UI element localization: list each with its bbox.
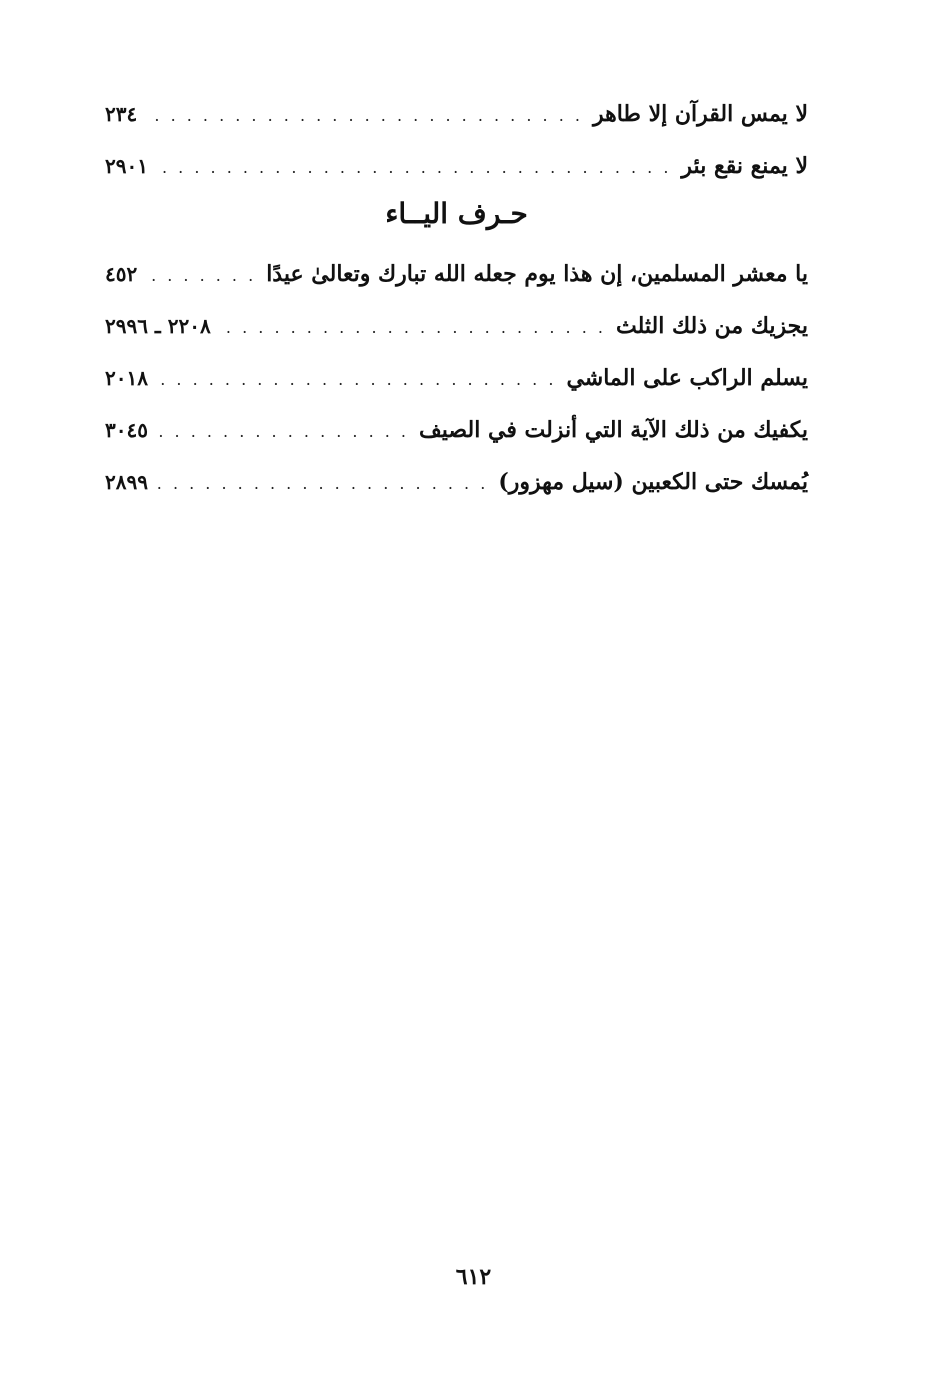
entry-page-number: ٢٢٠٨ ـ ٢٩٩٦: [105, 314, 211, 338]
entry-text: يُمسك حتى الكعبين (سيل مهزور): [498, 469, 808, 495]
index-entry: [105, 88, 808, 140]
section-heading: حـرف اليــاء: [385, 197, 528, 230]
entry-page-number: ٢٩٠١: [105, 154, 148, 178]
dot-leader: [147, 250, 256, 302]
dot-leader: [158, 142, 671, 194]
index-entry: [105, 404, 808, 456]
entry-text: لا يمنع نقع بئر: [681, 153, 808, 179]
dot-leader: [158, 406, 409, 458]
entry-text: يجزيك من ذلك الثلث: [615, 313, 808, 339]
index-entry: [105, 456, 808, 508]
index-list-bottom: [105, 248, 808, 508]
entry-text: يكفيك من ذلك الآية التي أنزلت في الصيف: [419, 417, 808, 443]
dot-leader: [158, 354, 556, 406]
dot-leader: [147, 90, 583, 142]
index-entry: [105, 352, 808, 404]
index-entry: [105, 140, 808, 192]
index-entry: [105, 248, 808, 300]
entry-text: يا معشر المسلمين، إن هذا يوم جعله الله تبارك وتعالىٰ عيدًا: [266, 261, 808, 287]
entry-page-number: ٢٣٤: [105, 102, 138, 126]
page-number: ٦١٢: [455, 1264, 492, 1290]
entry-page-number: ٣٠٤٥: [105, 418, 148, 442]
entry-text: لا يمس القرآن إلا طاهر: [592, 101, 808, 127]
dot-leader: [221, 302, 606, 354]
entry-page-number: ٢٨٩٩: [105, 470, 148, 494]
entry-page-number: ٤٥٢: [105, 262, 138, 286]
index-entry: [105, 300, 808, 352]
entry-text: يسلم الراكب على الماشي: [566, 365, 808, 391]
dot-leader: [158, 458, 488, 510]
entry-page-number: ٢٠١٨: [105, 366, 148, 390]
index-list-top: [105, 88, 808, 192]
